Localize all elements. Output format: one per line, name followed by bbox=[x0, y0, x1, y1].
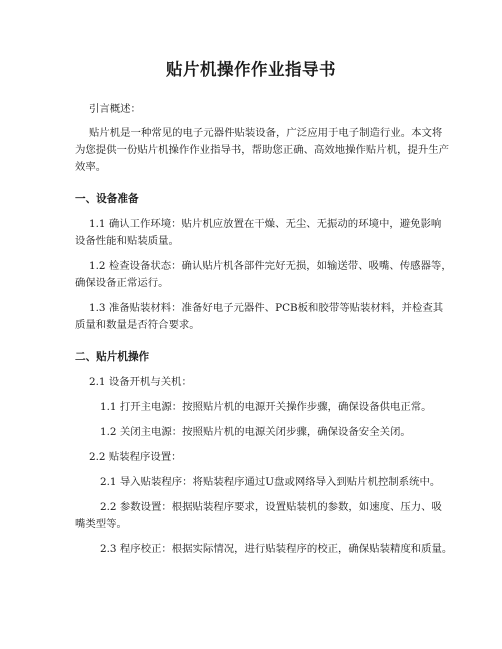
item-2-2-3: 2.3 程序校正：根据实际情况，进行贴装程序的校正，确保贴装精度和质量。 bbox=[100, 543, 453, 555]
subsection-2-1: 2.1 设备开机与关机： bbox=[89, 376, 192, 388]
item-2-2-2-line-2: 嘴类型等。 bbox=[75, 518, 127, 530]
item-2-1-1: 1.1 打开主电源：按照贴片机的电源开关操作步骤，确保设备供电正常。 bbox=[100, 401, 432, 413]
item-2-1-2: 1.2 关闭主电源：按照贴片机的电源关闭步骤，确保设备安全关闭。 bbox=[100, 426, 411, 438]
intro-line-3: 效率。 bbox=[75, 161, 107, 173]
item-2-2-1: 2.1 导入贴装程序：将贴装程序通过U盘或网络导入到贴片机控制系统中。 bbox=[100, 476, 441, 488]
subsection-2-2: 2.2 贴装程序设置： bbox=[89, 451, 182, 463]
intro-line-1: 贴片机是一种常见的电子元器件贴装设备，广泛应用于电子制造行业。本文将 bbox=[89, 127, 443, 139]
paragraph-1-2-line-2: 确保设备正常运行。 bbox=[75, 277, 169, 289]
document-title: 贴片机操作作业指导书 bbox=[166, 60, 336, 79]
paragraph-1-3-line-1: 1.3 准备贴装材料：准备好电子元器件、PCB板和胶带等贴装材料，并检查其 bbox=[89, 302, 444, 314]
intro-line-2: 为您提供一份贴片机操作作业指导书，帮助您正确、高效地操作贴片机，提升生产 bbox=[75, 144, 450, 156]
item-2-2-2-line-1: 2.2 参数设置：根据贴装程序要求，设置贴装机的参数，如速度、压力、吸 bbox=[100, 501, 442, 513]
paragraph-1-1-line-1: 1.1 确认工作环境：贴片机应放置在干燥、无尘、无振动的环境中，避免影响 bbox=[89, 218, 442, 230]
paragraph-1-2-line-1: 1.2 检查设备状态：确认贴片机各部件完好无损，如输送带、吸嘴、传感器等， bbox=[89, 260, 452, 272]
section-heading-equipment-prep: 一、设备准备 bbox=[75, 193, 139, 205]
section-heading-operation: 二、贴片机操作 bbox=[75, 351, 150, 363]
paragraph-1-1-line-2: 设备性能和贴装质量。 bbox=[75, 235, 179, 247]
intro-label: 引言概述： bbox=[89, 103, 141, 115]
paragraph-1-3-line-2: 质量和数量是否符合要求。 bbox=[75, 319, 200, 331]
